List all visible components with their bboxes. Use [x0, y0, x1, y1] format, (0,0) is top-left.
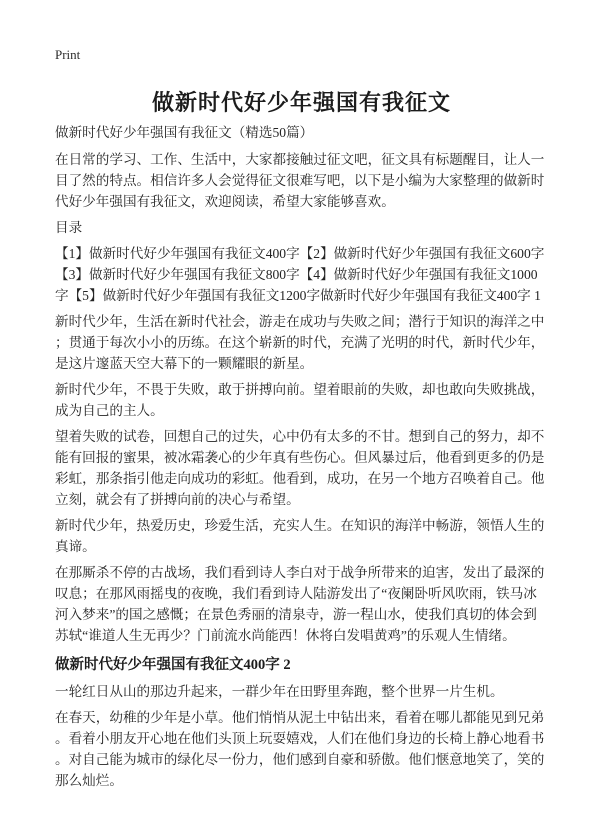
essay1-paragraph-2: 新时代少年，不畏于失败，敢于拼搏向前。望着眼前的失败，却也敢向失败挑战，成为自己的主人。: [55, 382, 545, 418]
toc-heading: 目录: [55, 220, 83, 235]
essay2-paragraph-2: 在春天，幼稚的少年是小草。他们悄悄从泥土中钻出来，看着在哪儿都能见到兄弟。看着小朋友开心地在他们头顶上玩耍嬉戏，人们在他们身边的长椅上静心地看书。对自己能为城市的绿化尽一份力，他们感到自豪和骄傲。他们惬意地笑了，笑的那么灿烂。: [55, 710, 545, 788]
print-button[interactable]: Print: [55, 47, 81, 62]
toc-line: 【1】做新时代好少年强国有我征文400字【2】做新时代好少年强国有我征文600字【3】做新时代好少年强国有我征文800字【4】做新时代好少年强国有我征文1000字【5】做新时代好少年强国有我征文1200字做新时代好少年强国有我征文400字 1: [55, 246, 545, 303]
essay1-paragraph-1: 新时代少年，生活在新时代社会，游走在成功与失败之间；潜行于知识的海洋之中；贯通于每次小小的历练。在这个崭新的时代，充满了光明的时代，新时代少年，是这片邃蓝天空大幕下的一颗耀眼的新星。: [55, 314, 545, 371]
essay1-paragraph-3: 望着失败的试卷，回想自己的过失，心中仍有太多的不甘。想到自己的努力，却不能有回报的蜜果，被冰霜袭心的少年真有些伤心。但风暴过后，他看到更多的仍是彩虹，那条指引他走向成功的彩虹。他看到，成功，在另一个地方召唤着自己。他立刻，就会有了拼搏向前的决心与希望。: [55, 429, 545, 507]
page-title: 做新时代好少年强国有我征文: [151, 90, 451, 115]
essay1-paragraph-4: 新时代少年，热爱历史，珍爱生活，充实人生。在知识的海洋中畅游，领悟人生的真谛。: [55, 518, 545, 554]
essay2-section-heading: 做新时代好少年强国有我征文400字 2: [55, 657, 291, 673]
essay1-paragraph-5: 在那厮杀不停的古战场，我们看到诗人李白对于战争所带来的迫害，发出了最深的叹息；在那风雨摇曳的夜晚，我们看到诗人陆游发出了“夜阑卧听风吹雨，铁马冰河入梦来”的国之感慨；在景色秀丽的清泉寺，游一程山水，使我们真切的体会到苏轼“谁道人生无再少？门前流水尚能西！休将白发唱黄鸡”的乐观人生情绪。: [55, 565, 545, 643]
intro-paragraph: 在日常的学习、工作、生活中，大家都接触过征文吧，征文具有标题醒目，让人一目了然的特点。相信许多人会觉得征文很难写吧，以下是小编为大家整理的做新时代好少年强国有我征文，欢迎阅读，希望大家能够喜欢。: [55, 152, 545, 209]
document-subtitle: 做新时代好少年强国有我征文（精选50篇）: [55, 125, 314, 140]
essay2-paragraph-1: 一轮红日从山的那边升起来，一群少年在田野里奔跑，整个世界一片生机。: [55, 684, 504, 699]
